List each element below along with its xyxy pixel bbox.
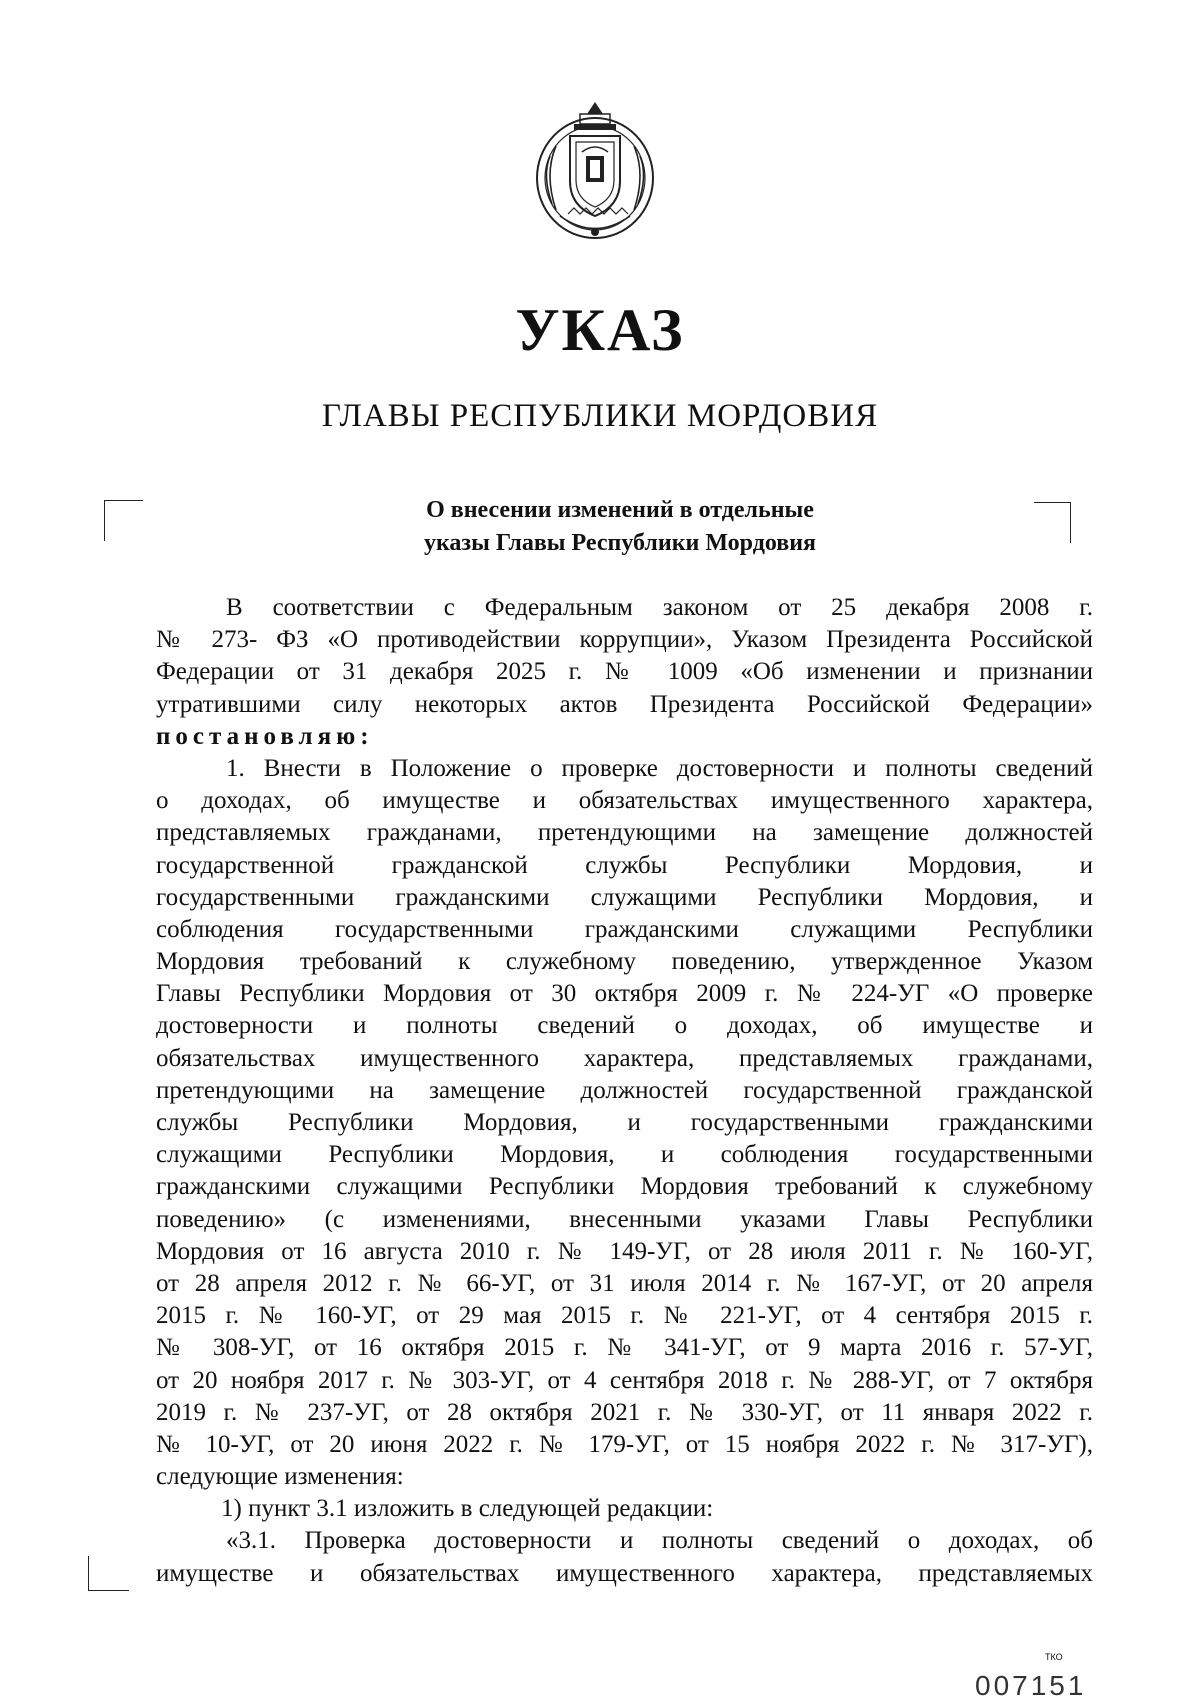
body-line: гражданскими служащими Республики Мордовия требований к служебному xyxy=(156,1173,1093,1201)
body-line: представляемых гражданами, претендующими на замещение должностей xyxy=(156,819,1093,847)
body-line: следующие изменения: xyxy=(156,1463,404,1491)
body-line: достоверности и полноты сведений о доходах, об имуществе и xyxy=(156,1012,1093,1040)
body-line: «3.1. Проверка достоверности и полноты сведений о доходах, об xyxy=(226,1527,1093,1555)
body-line: службы Республики Мордовия, и государственными гражданскими xyxy=(156,1109,1093,1136)
body-line: о доходах, об имуществе и обязательствах имущественного характера, xyxy=(156,787,1093,815)
body-line: поведению» (с изменениями, внесенными указами Главы Республики xyxy=(156,1205,1093,1233)
body-line: претендующими на замещение должностей государственной гражданской xyxy=(156,1076,1093,1104)
body-line: № 273- ФЗ «О противодействии коррупции», Указом Президента Российской xyxy=(156,626,1093,654)
body-line: Мордовия от 16 августа 2010 г. № 149-УГ, от 28 июля 2011 г. № 160-УГ, xyxy=(156,1237,1093,1265)
document-title: УКАЗ xyxy=(515,297,685,363)
body-line: государственными гражданскими служащими Республики Мордовия, и xyxy=(156,883,1093,911)
body-line: Мордовия требований к служебному поведению, утвержденное Указом xyxy=(156,948,1093,976)
body-line: В соответствии с Федеральным законом от 25 декабря 2008 г. xyxy=(226,594,1093,621)
body-line: утратившими силу некоторых актов Президента Российской Федерации» xyxy=(156,690,1093,718)
body-line: от 28 апреля 2012 г. № 66-УГ, от 31 июля 2014 г. № 167-УГ, от 20 апреля xyxy=(156,1269,1093,1297)
coat-of-arms-emblem xyxy=(530,96,660,246)
body-line: № 10-УГ, от 20 июня 2022 г. № 179-УГ, от 15 ноября 2022 г. № 317-УГ), xyxy=(156,1430,1093,1458)
corner-mark-top-right xyxy=(1034,502,1071,543)
body-line: 1. Внести в Положение о проверке достоверности и полноты сведений xyxy=(226,754,1093,782)
corner-mark-top-left xyxy=(104,500,143,541)
body-line: Федерации от 31 декабря 2025 г. № 1009 «Об изменении и признании xyxy=(156,658,1093,686)
body-line: от 20 ноября 2017 г. № 303-УГ, от 4 сентября 2018 г. № 288-УГ, от 7 октября xyxy=(156,1366,1093,1394)
decree-keyword: постановляю: xyxy=(156,722,374,750)
corner-mark-bottom-left xyxy=(88,1556,129,1591)
body-line: № 308-УГ, от 16 октября 2015 г. № 341-УГ, от 9 марта 2016 г. 57-УГ, xyxy=(156,1334,1093,1362)
body-line: соблюдения государственными гражданскими служащими Республики xyxy=(156,915,1093,943)
body-line: 2019 г. № 237-УГ, от 28 октября 2021 г. № 330-УГ, от 11 января 2022 г. xyxy=(156,1398,1093,1426)
body-line: служащими Республики Мордовия, и соблюдения государственными xyxy=(156,1141,1093,1169)
heading-line: О внесении изменений в отдельные xyxy=(426,497,814,523)
body-line: 2015 г. № 160-УГ, от 29 мая 2015 г. № 221-УГ, от 4 сентября 2015 г. xyxy=(156,1302,1093,1330)
body-line: обязательствах имущественного характера, представляемых гражданами, xyxy=(156,1044,1093,1072)
footer-mark: ТКО xyxy=(1045,1652,1063,1662)
footer-serial-number: 007151 xyxy=(975,1670,1087,1701)
document-heading xyxy=(300,494,940,560)
body-line: государственной гражданской службы Республики Мордовия, и xyxy=(156,851,1093,879)
body-line: Главы Республики Мордовия от 30 октября 2009 г. № 224-УГ «О проверке xyxy=(156,980,1093,1008)
body-line: 1) пункт 3.1 изложить в следующей редакции: xyxy=(221,1495,714,1523)
document-body xyxy=(156,592,1093,1590)
document-subtitle: ГЛАВЫ РЕСПУБЛИКИ МОРДОВИЯ xyxy=(321,398,879,434)
body-line: имуществе и обязательствах имущественного характера, представляемых xyxy=(156,1559,1093,1587)
heading-line: указы Главы Республики Мордовия xyxy=(423,530,817,556)
